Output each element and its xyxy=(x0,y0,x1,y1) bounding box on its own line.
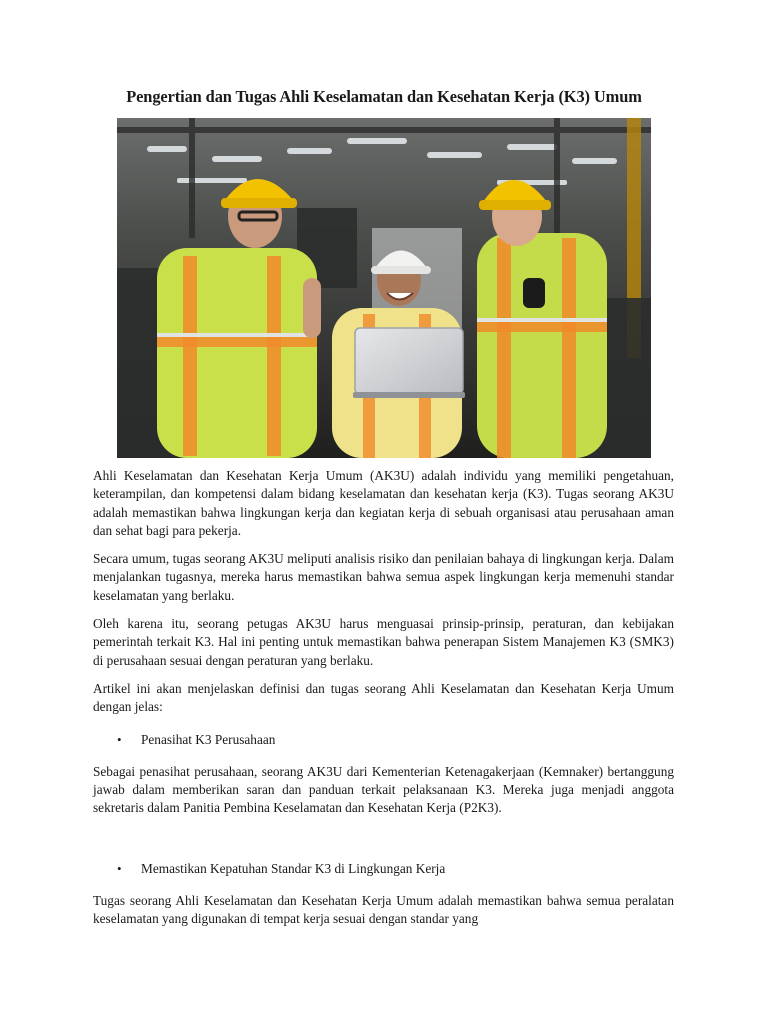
article-body xyxy=(93,467,674,939)
bullet-symbol: • xyxy=(117,731,122,747)
bullet-text: Memastikan Kepatuhan Standar K3 di Lingkungan Kerja xyxy=(141,860,446,876)
workers-photo xyxy=(117,118,651,458)
bullet-text: Penasihat K3 Perusahaan xyxy=(141,731,276,747)
paragraph: Oleh karena itu, seorang petugas AK3U harus menguasai prinsip-prinsip, peraturan, dan kebijakan pemerintah terkait K3. Hal ini penting untuk memastikan bahwa penerapan Sistem Manajemen K3 (SMK3) di perusahaan sesuai dengan peraturan yang berlaku. xyxy=(93,616,674,668)
spacer xyxy=(93,828,674,846)
paragraph: Artikel ini akan menjelaskan definisi dan tugas seorang Ahli Keselamatan dan Kesehatan Kerja Umum dengan jelas: xyxy=(93,680,674,715)
bullet-item xyxy=(93,860,674,878)
bullet-item xyxy=(93,731,674,749)
paragraph: Sebagai penasihat perusahaan, seorang AK3U dari Kementerian Ketenagakerjaan (Kemnaker) bertanggung jawab dalam memberikan saran dan panduan terkait pelaksanaan K3. Mereka juga menjadi anggota sekretaris dalam Panitia Pembina Keselamatan dan Kesehatan Kerja (P2K3). xyxy=(93,763,674,816)
bullet-symbol: • xyxy=(117,860,122,876)
paragraph: Ahli Keselamatan dan Kesehatan Kerja Umum (AK3U) adalah individu yang memiliki pengetahuan, keterampilan, dan kompetensi dalam bidang keselamatan dan kesehatan kerja (K3). Tugas seorang AK3U adalah memastikan bahwa lingkungan kerja dan kegiatan kerja di sebuah organisasi atau perusahaan aman dan sehat bagi para pekerja. xyxy=(93,468,674,538)
paragraph: Secara umum, tugas seorang AK3U meliputi analisis risiko dan penilaian bahaya di lingkungan kerja. Dalam menjalankan tugasnya, mereka harus memastikan bahwa semua aspek lingkungan kerja memenuhi standar keselamatan yang berlaku. xyxy=(93,551,674,603)
document-title: Pengertian dan Tugas Ahli Keselamatan dan Kesehatan Kerja (K3) Umum xyxy=(126,87,642,106)
paragraph: Tugas seorang Ahli Keselamatan dan Kesehatan Kerja Umum adalah memastikan bahwa semua peralatan keselamatan yang digunakan di tempat kerja sesuai dengan standar yang xyxy=(93,893,674,927)
